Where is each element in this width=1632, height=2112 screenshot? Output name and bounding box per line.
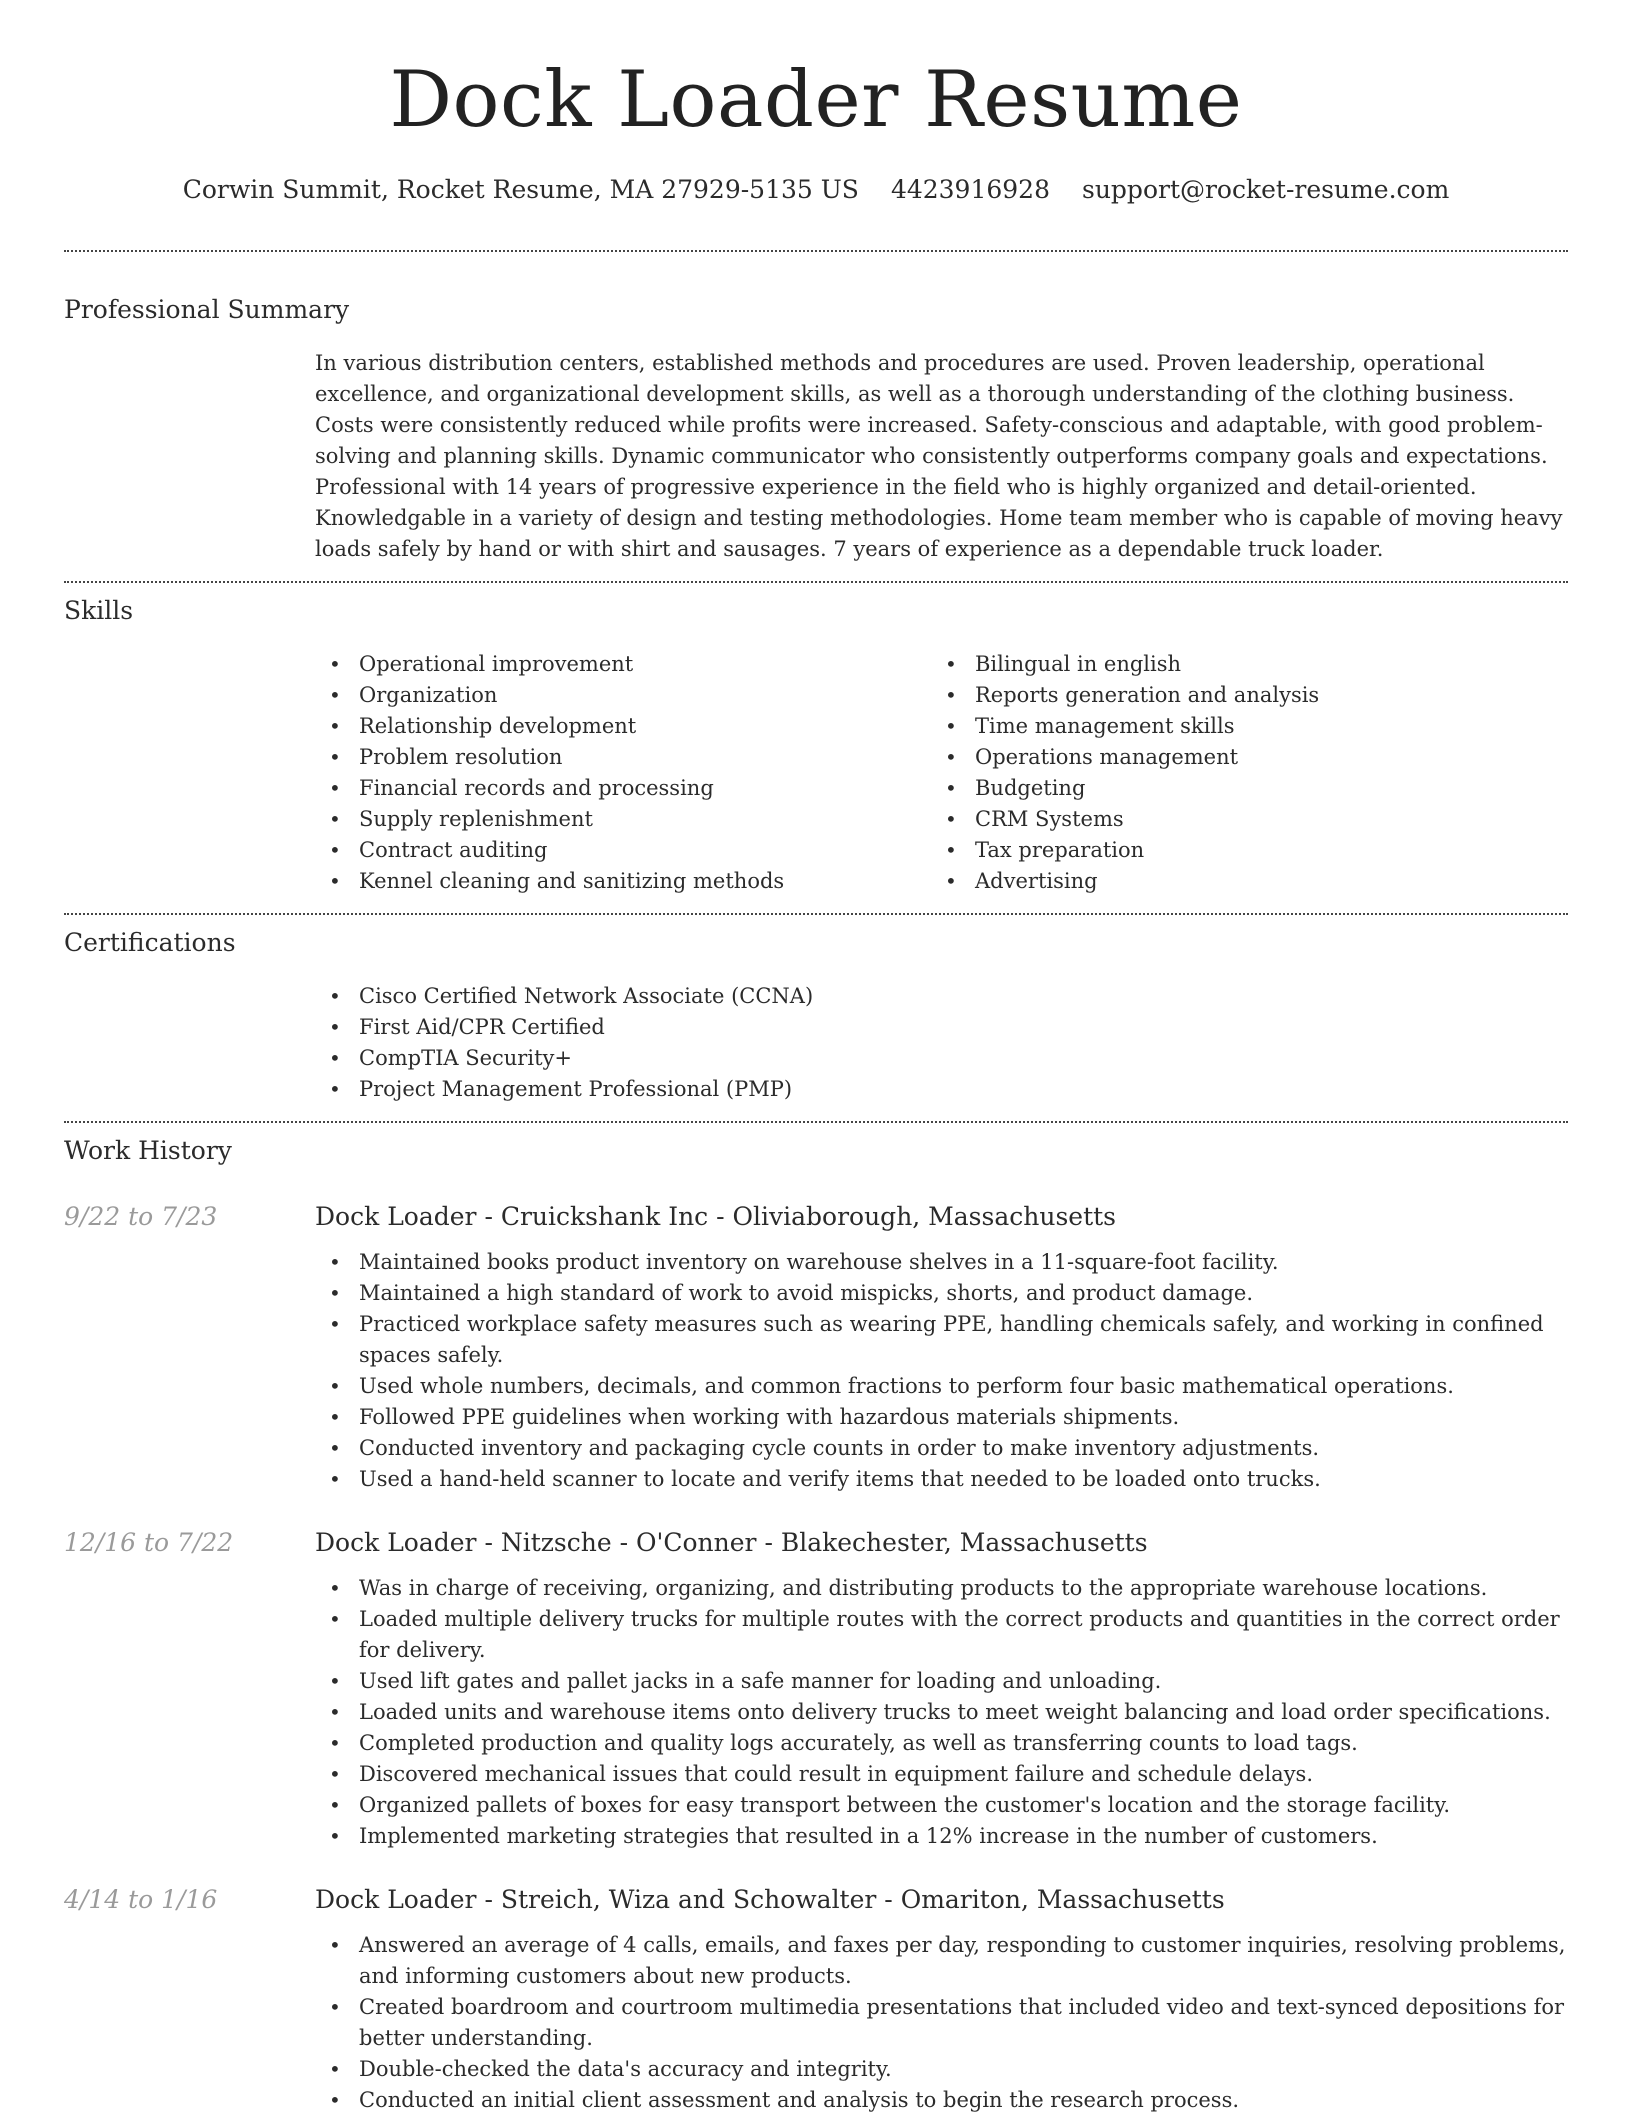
skill-item: • Operational improvement — [315, 649, 931, 680]
job-bullet: • Answered an average of 4 calls, emails, and faxes per day, responding to customer inquiries, resolving problems, and informing customers about new products. — [315, 1930, 1568, 1992]
job-body — [315, 1527, 1568, 1852]
job-dates: 4/14 to 1/16 — [64, 1885, 218, 1914]
resume-title: Dock Loader Resume — [389, 55, 1243, 145]
summary-heading: Professional Summary — [64, 295, 350, 324]
certifications-section — [64, 927, 1568, 1121]
job-title: Dock Loader - Cruickshank Inc - Oliviaborough, Massachusetts — [315, 1202, 1117, 1231]
contact-line — [64, 174, 1568, 206]
skill-item: • Financial records and processing — [315, 773, 931, 804]
job-bullet: • Loaded units and warehouse items onto delivery trucks to meet weight balancing and load order specifications. — [315, 1697, 1568, 1728]
certifications-list — [315, 981, 1568, 1105]
summary-section — [64, 294, 1568, 581]
work-history-section — [64, 1135, 1568, 2112]
job-entry — [64, 1884, 1568, 2112]
certifications-content — [315, 981, 1568, 1121]
job-bullet: • Practiced workplace safety measures such as wearing PPE, handling chemicals safely, and working in confined spaces safely. — [315, 1309, 1568, 1371]
certification-item: • Project Management Professional (PMP) — [315, 1074, 1568, 1105]
job-bullets — [315, 1573, 1568, 1852]
skills-list-left — [315, 649, 931, 897]
work-history-heading: Work History — [64, 1136, 232, 1165]
contact-phone: 4423916928 — [890, 175, 1050, 204]
job-dates: 9/22 to 7/23 — [64, 1202, 218, 1231]
contact-email: support@rocket-resume.com — [1082, 175, 1450, 204]
job-bullet: • Maintained books product inventory on warehouse shelves in a 11-square-foot facility. — [315, 1247, 1568, 1278]
skill-item: • Budgeting — [931, 773, 1547, 804]
job-bullet: • Organized pallets of boxes for easy transport between the customer's location and the storage facility. — [315, 1790, 1568, 1821]
header-divider — [64, 250, 1568, 252]
certification-item: • CompTIA Security+ — [315, 1043, 1568, 1074]
skill-item: • Kennel cleaning and sanitizing methods — [315, 866, 931, 897]
job-bullet: • Used whole numbers, decimals, and common fractions to perform four basic mathematical operations. — [315, 1371, 1568, 1402]
job-bullet: • Completed production and quality logs accurately, as well as transferring counts to load tags. — [315, 1728, 1568, 1759]
certifications-heading: Certifications — [64, 928, 236, 957]
skill-item: • Advertising — [931, 866, 1547, 897]
certification-item: • Cisco Certified Network Associate (CCNA) — [315, 981, 1568, 1012]
skill-item: • CRM Systems — [931, 804, 1547, 835]
skill-item: • Relationship development — [315, 711, 931, 742]
skills-section — [64, 595, 1568, 913]
job-body — [315, 1884, 1568, 2112]
skills-heading: Skills — [64, 596, 134, 625]
skill-item: • Bilingual in english — [931, 649, 1547, 680]
job-bullet: • Was in charge of receiving, organizing, and distributing products to the appropriate warehouse locations. — [315, 1573, 1568, 1604]
job-dates: 12/16 to 7/22 — [64, 1528, 234, 1557]
job-title: Dock Loader - Nitzsche - O'Conner - Blakechester, Massachusetts — [315, 1528, 1148, 1557]
job-bullets — [315, 1930, 1568, 2112]
job-bullets — [315, 1247, 1568, 1495]
skill-item: • Reports generation and analysis — [931, 680, 1547, 711]
job-bullet: • Double-checked the data's accuracy and integrity. — [315, 2054, 1568, 2085]
certifications-divider — [64, 1121, 1568, 1123]
skill-item: • Problem resolution — [315, 742, 931, 773]
skill-item: • Organization — [315, 680, 931, 711]
job-bullet: • Conducted inventory and packaging cycle counts in order to make inventory adjustments. — [315, 1433, 1568, 1464]
job-bullet: • Conducted an initial client assessment and analysis to begin the research process. — [315, 2085, 1568, 2112]
summary-text: In various distribution centers, established methods and procedures are used. Proven leadership, operational excellence, and organizational development skills, as well as a thorough understanding of the clothing business. Costs were consistently reduced while profits were increased. Safety-conscious and adaptable, with good problem-solving and planning skills. Dynamic communicator who consistently outperforms company goals and expectations. Professional with 14 years of progressive experience in the field who is highly organized and detail-oriented. Knowledgable in a variety of design and testing methodologies. Home team member who is capable of moving heavy loads safely by hand or with shirt and sausages. 7 years of experience as a dependable truck loader. — [315, 351, 1563, 561]
job-bullet: • Used lift gates and pallet jacks in a safe manner for loading and unloading. — [315, 1666, 1568, 1697]
summary-divider — [64, 581, 1568, 583]
job-entry — [64, 1527, 1568, 1852]
job-bullet: • Maintained a high standard of work to avoid mispicks, shorts, and product damage. — [315, 1278, 1568, 1309]
job-entry — [64, 1201, 1568, 1495]
job-title: Dock Loader - Streich, Wiza and Schowalter - Omariton, Massachusetts — [315, 1885, 1225, 1914]
skills-divider — [64, 913, 1568, 915]
skill-item: • Contract auditing — [315, 835, 931, 866]
job-bullet: • Discovered mechanical issues that could result in equipment failure and schedule delays. — [315, 1759, 1568, 1790]
job-bullet: • Followed PPE guidelines when working with hazardous materials shipments. — [315, 1402, 1568, 1433]
job-bullet: • Loaded multiple delivery trucks for multiple routes with the correct products and quantities in the correct order for delivery. — [315, 1604, 1568, 1666]
skill-item: • Tax preparation — [931, 835, 1547, 866]
skill-item: • Operations management — [931, 742, 1547, 773]
contact-address: Corwin Summit, Rocket Resume, MA 27929-5135 US — [182, 175, 859, 204]
job-body — [315, 1201, 1568, 1495]
skills-list-right — [931, 649, 1547, 897]
job-bullet: • Created boardroom and courtroom multimedia presentations that included video and text-synced depositions for better understanding. — [315, 1992, 1568, 2054]
job-bullet: • Used a hand-held scanner to locate and verify items that needed to be loaded onto trucks. — [315, 1464, 1568, 1495]
certification-item: • First Aid/CPR Certified — [315, 1012, 1568, 1043]
job-bullet: • Implemented marketing strategies that resulted in a 12% increase in the number of customers. — [315, 1821, 1568, 1852]
skill-item: • Time management skills — [931, 711, 1547, 742]
skills-columns — [315, 649, 1568, 913]
skill-item: • Supply replenishment — [315, 804, 931, 835]
